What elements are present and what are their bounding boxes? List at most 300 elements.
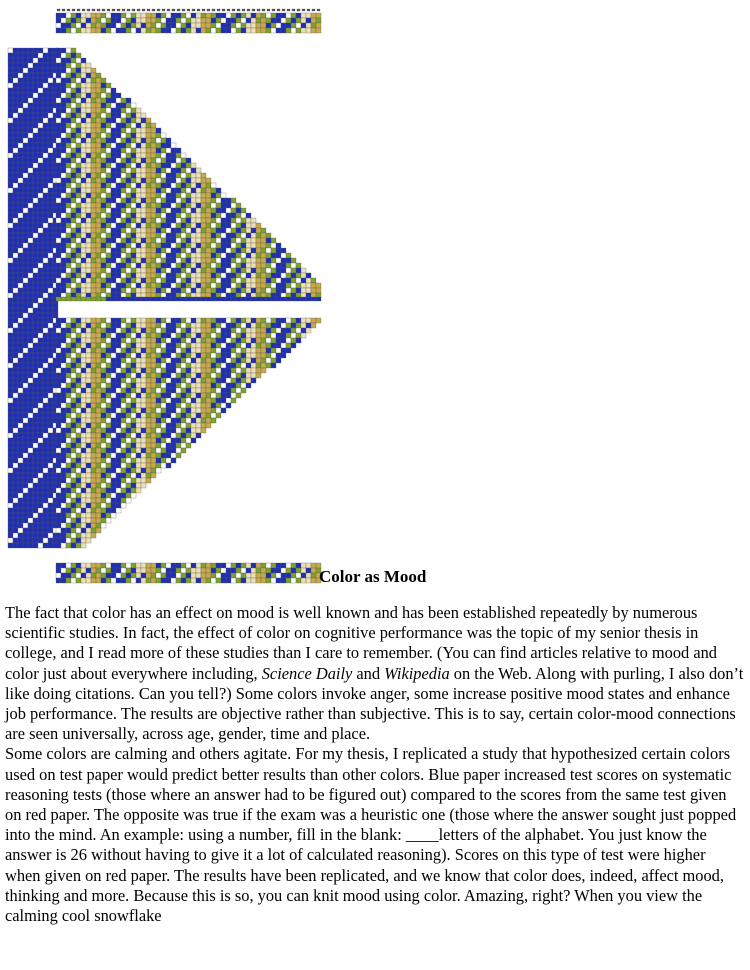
chart-left-column-cell — [18, 48, 23, 53]
chart-lower-cell — [131, 448, 136, 453]
chart-lower-cell — [161, 348, 166, 353]
chart-left-column-cell — [33, 148, 38, 153]
chart-upper-cell — [211, 288, 216, 293]
chart-top-strip-cell — [251, 23, 256, 28]
chart-lower-cell — [186, 388, 191, 393]
chart-upper-cell — [151, 148, 156, 153]
chart-upper-cell — [176, 213, 181, 218]
chart-lower-cell — [181, 448, 186, 453]
chart-lower-cell — [161, 318, 166, 323]
chart-upper-cell — [76, 253, 81, 258]
chart-upper-cell — [231, 208, 236, 213]
chart-left-column-cell — [13, 48, 18, 53]
chart-lower-cell — [176, 318, 181, 323]
chart-lower-cell — [76, 423, 81, 428]
chart-left-column-cell — [43, 188, 48, 193]
chart-divider-cell — [211, 297, 216, 301]
chart-upper-cell — [91, 108, 96, 113]
chart-left-column-cell — [48, 268, 53, 273]
chart-lower-cell — [121, 413, 126, 418]
chart-left-column-cell — [8, 73, 13, 78]
chart-top-strip-cell — [141, 13, 146, 18]
chart-lower-cell — [91, 328, 96, 333]
chart-lower-cell — [241, 343, 246, 348]
chart-lower-cell — [201, 318, 206, 323]
chart-lower-cell — [81, 368, 86, 373]
chart-left-column-cell — [8, 473, 13, 478]
chart-left-column-cell — [23, 103, 28, 108]
chart-upper-cell — [126, 268, 131, 273]
chart-upper-cell — [66, 118, 71, 123]
chart-lower-cell — [136, 458, 141, 463]
chart-upper-cell — [151, 238, 156, 243]
chart-lower-cell — [91, 333, 96, 338]
chart-left-column-cell — [8, 373, 13, 378]
chart-lower-cell — [96, 323, 101, 328]
chart-upper-cell — [161, 203, 166, 208]
chart-top-strip-cell — [186, 13, 191, 18]
chart-lower-cell — [176, 368, 181, 373]
chart-left-column-cell — [38, 338, 43, 343]
chart-upper-cell — [131, 213, 136, 218]
chart-left-column-cell — [43, 433, 48, 438]
chart-lower-cell — [86, 443, 91, 448]
chart-lower-cell — [106, 483, 111, 488]
chart-upper-cell — [96, 133, 101, 138]
chart-upper-cell — [186, 178, 191, 183]
chart-upper-cell — [61, 283, 66, 288]
chart-left-column-cell — [13, 268, 18, 273]
chart-upper-cell — [171, 263, 176, 268]
chart-upper-cell — [111, 198, 116, 203]
chart-lower-cell — [291, 323, 296, 328]
chart-lower-cell — [166, 343, 171, 348]
chart-upper-cell — [71, 173, 76, 178]
chart-upper-cell — [196, 238, 201, 243]
chart-upper-cell — [56, 263, 61, 268]
chart-lower-cell — [106, 373, 111, 378]
chart-lower-cell — [236, 373, 241, 378]
chart-left-column-cell — [23, 108, 28, 113]
chart-left-column-cell — [43, 193, 48, 198]
chart-lower-cell — [236, 348, 241, 353]
chart-left-column-cell — [13, 413, 18, 418]
chart-left-column-cell — [33, 118, 38, 123]
chart-upper-cell — [106, 238, 111, 243]
chart-left-column-cell — [8, 148, 13, 153]
chart-lower-cell — [156, 448, 161, 453]
chart-lower-cell — [106, 508, 111, 513]
chart-upper-cell — [71, 68, 76, 73]
chart-upper-cell — [111, 223, 116, 228]
chart-left-column-cell — [33, 98, 38, 103]
chart-upper-cell — [66, 143, 71, 148]
chart-left-column-cell — [8, 468, 13, 473]
chart-lower-cell — [151, 463, 156, 468]
chart-left-column-cell — [28, 83, 33, 88]
chart-upper-cell — [136, 268, 141, 273]
chart-upper-cell — [106, 243, 111, 248]
chart-lower-cell — [206, 353, 211, 358]
chart-lower-cell — [91, 413, 96, 418]
chart-lower-cell — [146, 463, 151, 468]
chart-lower-cell — [201, 358, 206, 363]
chart-lower-cell — [186, 383, 191, 388]
chart-tick-mark — [127, 9, 130, 11]
chart-left-column-cell — [13, 498, 18, 503]
chart-lower-cell — [196, 333, 201, 338]
chart-lower-cell — [281, 323, 286, 328]
chart-upper-cell — [66, 223, 71, 228]
chart-left-column-cell — [13, 183, 18, 188]
chart-lower-cell — [176, 428, 181, 433]
chart-lower-cell — [181, 343, 186, 348]
chart-left-column-cell — [13, 93, 18, 98]
chart-left-column-cell — [33, 273, 38, 278]
chart-lower-cell — [81, 428, 86, 433]
chart-lower-cell — [256, 333, 261, 338]
chart-left-column-cell — [28, 203, 33, 208]
chart-upper-cell — [176, 163, 181, 168]
chart-lower-cell — [66, 508, 71, 513]
chart-left-column-cell — [18, 258, 23, 263]
chart-upper-cell — [81, 188, 86, 193]
chart-left-column-cell — [28, 143, 33, 148]
chart-lower-cell — [126, 333, 131, 338]
chart-upper-cell — [241, 268, 246, 273]
chart-lower-cell — [161, 383, 166, 388]
chart-lower-cell — [271, 363, 276, 368]
chart-lower-cell — [91, 408, 96, 413]
chart-top-strip-cell — [281, 23, 286, 28]
chart-bottom-strip-cell — [146, 568, 151, 573]
chart-top-strip-cell — [181, 13, 186, 18]
chart-upper-cell — [171, 253, 176, 258]
chart-upper-cell — [106, 233, 111, 238]
chart-bottom-strip-cell — [141, 568, 146, 573]
chart-lower-cell — [121, 503, 126, 508]
chart-upper-cell — [166, 153, 171, 158]
chart-upper-cell — [101, 288, 106, 293]
chart-upper-cell — [141, 163, 146, 168]
chart-upper-cell — [261, 283, 266, 288]
chart-upper-cell — [71, 233, 76, 238]
chart-upper-cell — [151, 188, 156, 193]
chart-upper-cell — [121, 263, 126, 268]
chart-left-column-cell — [43, 68, 48, 73]
chart-left-column-cell — [33, 183, 38, 188]
chart-bottom-strip-cell — [81, 573, 86, 578]
chart-bottom-strip-cell — [241, 573, 246, 578]
chart-left-column-cell — [23, 298, 28, 303]
chart-lower-cell — [186, 413, 191, 418]
chart-left-column-cell — [33, 528, 38, 533]
chart-upper-cell — [146, 163, 151, 168]
chart-lower-cell — [196, 423, 201, 428]
chart-left-column-cell — [23, 93, 28, 98]
chart-left-column-cell — [33, 288, 38, 293]
chart-lower-cell — [81, 498, 86, 503]
chart-lower-cell — [116, 458, 121, 463]
chart-lower-cell — [266, 323, 271, 328]
chart-lower-cell — [56, 473, 61, 478]
chart-upper-cell — [76, 218, 81, 223]
chart-left-column-cell — [28, 118, 33, 123]
chart-lower-cell — [61, 413, 66, 418]
chart-upper-cell — [236, 253, 241, 258]
chart-left-column-cell — [33, 443, 38, 448]
chart-lower-cell — [141, 363, 146, 368]
chart-upper-cell — [171, 228, 176, 233]
chart-lower-cell — [71, 423, 76, 428]
chart-upper-cell — [171, 213, 176, 218]
chart-lower-cell — [241, 328, 246, 333]
chart-lower-cell — [151, 368, 156, 373]
chart-left-column-cell — [43, 203, 48, 208]
chart-lower-cell — [91, 358, 96, 363]
chart-left-column-cell — [13, 443, 18, 448]
chart-tick-mark — [217, 9, 220, 11]
chart-top-strip-cell — [201, 13, 206, 18]
chart-left-column-cell — [43, 388, 48, 393]
chart-top-strip-cell — [226, 28, 231, 33]
chart-bottom-strip-cell — [66, 563, 71, 568]
chart-upper-cell — [206, 208, 211, 213]
chart-upper-cell — [101, 83, 106, 88]
chart-left-column-cell — [38, 428, 43, 433]
chart-lower-cell — [211, 388, 216, 393]
chart-upper-cell — [86, 243, 91, 248]
chart-left-column-cell — [38, 393, 43, 398]
chart-upper-cell — [221, 253, 226, 258]
chart-upper-cell — [211, 278, 216, 283]
chart-left-column-cell — [33, 428, 38, 433]
chart-top-strip-cell — [101, 23, 106, 28]
chart-upper-cell — [136, 108, 141, 113]
chart-upper-cell — [181, 233, 186, 238]
chart-left-column-cell — [23, 368, 28, 373]
chart-bottom-strip-cell — [101, 573, 106, 578]
chart-lower-cell — [106, 493, 111, 498]
chart-upper-cell — [121, 168, 126, 173]
chart-left-column-cell — [23, 238, 28, 243]
chart-lower-cell — [66, 398, 71, 403]
chart-upper-cell — [121, 148, 126, 153]
chart-left-column-cell — [48, 48, 53, 53]
chart-lower-cell — [66, 338, 71, 343]
chart-top-strip-cell — [66, 28, 71, 33]
chart-lower-cell — [146, 468, 151, 473]
chart-left-column-cell — [13, 68, 18, 73]
chart-upper-cell — [96, 268, 101, 273]
chart-lower-cell — [201, 408, 206, 413]
chart-left-column-cell — [43, 218, 48, 223]
chart-upper-cell — [161, 183, 166, 188]
chart-upper-cell — [291, 288, 296, 293]
chart-left-column-cell — [23, 453, 28, 458]
chart-upper-cell — [101, 233, 106, 238]
chart-lower-cell — [166, 358, 171, 363]
chart-upper-cell — [201, 228, 206, 233]
chart-left-column-cell — [33, 163, 38, 168]
chart-upper-cell — [241, 248, 246, 253]
chart-lower-cell — [201, 423, 206, 428]
chart-top-strip-cell — [56, 18, 61, 23]
chart-left-column-cell — [28, 253, 33, 258]
chart-lower-cell — [176, 403, 181, 408]
chart-left-column-cell — [48, 498, 53, 503]
chart-left-column-cell — [48, 463, 53, 468]
chart-upper-cell — [181, 288, 186, 293]
chart-lower-cell — [116, 318, 121, 323]
chart-upper-cell — [101, 248, 106, 253]
chart-lower-cell — [281, 333, 286, 338]
chart-upper-cell — [101, 253, 106, 258]
chart-left-column-cell — [13, 263, 18, 268]
chart-left-column-cell — [18, 323, 23, 328]
chart-left-column-cell — [33, 53, 38, 58]
chart-upper-cell — [106, 163, 111, 168]
chart-lower-cell — [261, 358, 266, 363]
chart-upper-cell — [91, 288, 96, 293]
chart-lower-cell — [56, 488, 61, 493]
chart-upper-cell — [56, 288, 61, 293]
chart-lower-cell — [221, 393, 226, 398]
chart-top-strip-cell — [241, 18, 246, 23]
chart-lower-cell — [96, 468, 101, 473]
chart-lower-cell — [66, 348, 71, 353]
chart-upper-cell — [66, 273, 71, 278]
chart-lower-cell — [106, 503, 111, 508]
chart-lower-cell — [206, 318, 211, 323]
chart-lower-cell — [146, 448, 151, 453]
chart-upper-cell — [61, 228, 66, 233]
chart-upper-cell — [116, 143, 121, 148]
chart-upper-cell — [66, 178, 71, 183]
chart-lower-cell — [71, 353, 76, 358]
chart-upper-cell — [136, 138, 141, 143]
chart-lower-cell — [71, 503, 76, 508]
chart-lower-cell — [151, 413, 156, 418]
chart-left-column-cell — [18, 213, 23, 218]
chart-upper-cell — [71, 273, 76, 278]
chart-upper-cell — [66, 218, 71, 223]
chart-left-column-cell — [23, 518, 28, 523]
chart-upper-cell — [106, 258, 111, 263]
chart-top-strip-cell — [181, 28, 186, 33]
chart-bottom-strip-cell — [196, 563, 201, 568]
chart-left-column-cell — [8, 523, 13, 528]
chart-lower-cell — [206, 388, 211, 393]
chart-lower-cell — [61, 388, 66, 393]
chart-upper-cell — [226, 278, 231, 283]
paragraph-2: Some colors are calming and others agitate. For my thesis, I replicated a study that hypothesized certain colors used on test paper would predict better results than other colors. Blue paper increased test scores on systematic reasoning tests (those where an answer had to be figured out) compared to the scores from the same test given on red paper. The opposite was true if the exam was a heuristic one (those where the answer sought just popped into the mind. An example: using a number, fill in the blank: ____letters of the alphabet. You just know the answer is 26 without having to give it a lot of calculated reasoning). Scores on this type of test were higher when given on red paper. The results have been replicated, and we know that color does, indeed, affect mood, thinking and more. Because this is so, you can knit mood using color. Amazing, right? When you view the calming cool snowflake — [5, 744, 737, 926]
chart-upper-cell — [126, 148, 131, 153]
chart-upper-cell — [166, 188, 171, 193]
chart-left-column-cell — [38, 533, 43, 538]
chart-upper-cell — [126, 283, 131, 288]
chart-upper-cell — [81, 208, 86, 213]
chart-lower-cell — [76, 373, 81, 378]
chart-lower-cell — [151, 373, 156, 378]
chart-upper-cell — [91, 168, 96, 173]
chart-upper-cell — [196, 213, 201, 218]
chart-upper-cell — [81, 253, 86, 258]
chart-lower-cell — [136, 378, 141, 383]
chart-left-column-cell — [33, 303, 38, 308]
chart-upper-cell — [151, 228, 156, 233]
chart-upper-cell — [146, 153, 151, 158]
chart-top-strip-cell — [276, 23, 281, 28]
chart-bottom-strip-cell — [111, 563, 116, 568]
chart-upper-cell — [156, 218, 161, 223]
chart-left-column-cell — [23, 163, 28, 168]
chart-lower-cell — [121, 483, 126, 488]
chart-lower-cell — [56, 498, 61, 503]
chart-top-strip-cell — [266, 28, 271, 33]
chart-left-column-cell — [8, 323, 13, 328]
chart-upper-cell — [66, 68, 71, 73]
chart-upper-cell — [221, 228, 226, 233]
chart-lower-cell — [136, 478, 141, 483]
chart-left-column-cell — [48, 118, 53, 123]
chart-left-column-cell — [18, 388, 23, 393]
chart-bottom-strip-cell — [146, 563, 151, 568]
chart-lower-cell — [231, 343, 236, 348]
chart-lower-cell — [86, 488, 91, 493]
chart-left-column-cell — [43, 303, 48, 308]
chart-lower-cell — [96, 453, 101, 458]
chart-lower-cell — [216, 393, 221, 398]
chart-lower-cell — [76, 473, 81, 478]
chart-upper-cell — [81, 193, 86, 198]
chart-lower-cell — [236, 338, 241, 343]
chart-left-column-cell — [33, 423, 38, 428]
chart-lower-cell — [76, 413, 81, 418]
chart-upper-cell — [131, 258, 136, 263]
chart-left-column-cell — [23, 363, 28, 368]
chart-lower-cell — [206, 333, 211, 338]
chart-upper-cell — [116, 273, 121, 278]
chart-left-column-cell — [23, 233, 28, 238]
chart-upper-cell — [81, 273, 86, 278]
chart-lower-cell — [171, 443, 176, 448]
chart-lower-cell — [71, 428, 76, 433]
chart-upper-cell — [76, 133, 81, 138]
chart-lower-cell — [186, 338, 191, 343]
chart-lower-cell — [126, 478, 131, 483]
chart-upper-cell — [256, 228, 261, 233]
chart-lower-cell — [141, 338, 146, 343]
chart-left-column-cell — [28, 168, 33, 173]
chart-upper-cell — [71, 148, 76, 153]
chart-lower-cell — [81, 418, 86, 423]
chart-upper-cell — [181, 173, 186, 178]
chart-upper-cell — [151, 123, 156, 128]
chart-upper-cell — [161, 158, 166, 163]
chart-left-column-cell — [28, 453, 33, 458]
chart-top-strip-cell — [181, 23, 186, 28]
chart-lower-cell — [176, 328, 181, 333]
chart-lower-cell — [101, 398, 106, 403]
chart-left-column-cell — [18, 493, 23, 498]
chart-upper-cell — [231, 248, 236, 253]
chart-top-strip-cell — [161, 18, 166, 23]
chart-lower-cell — [181, 368, 186, 373]
chart-upper-cell — [236, 278, 241, 283]
chart-left-column-cell — [48, 388, 53, 393]
chart-left-column-cell — [13, 518, 18, 523]
